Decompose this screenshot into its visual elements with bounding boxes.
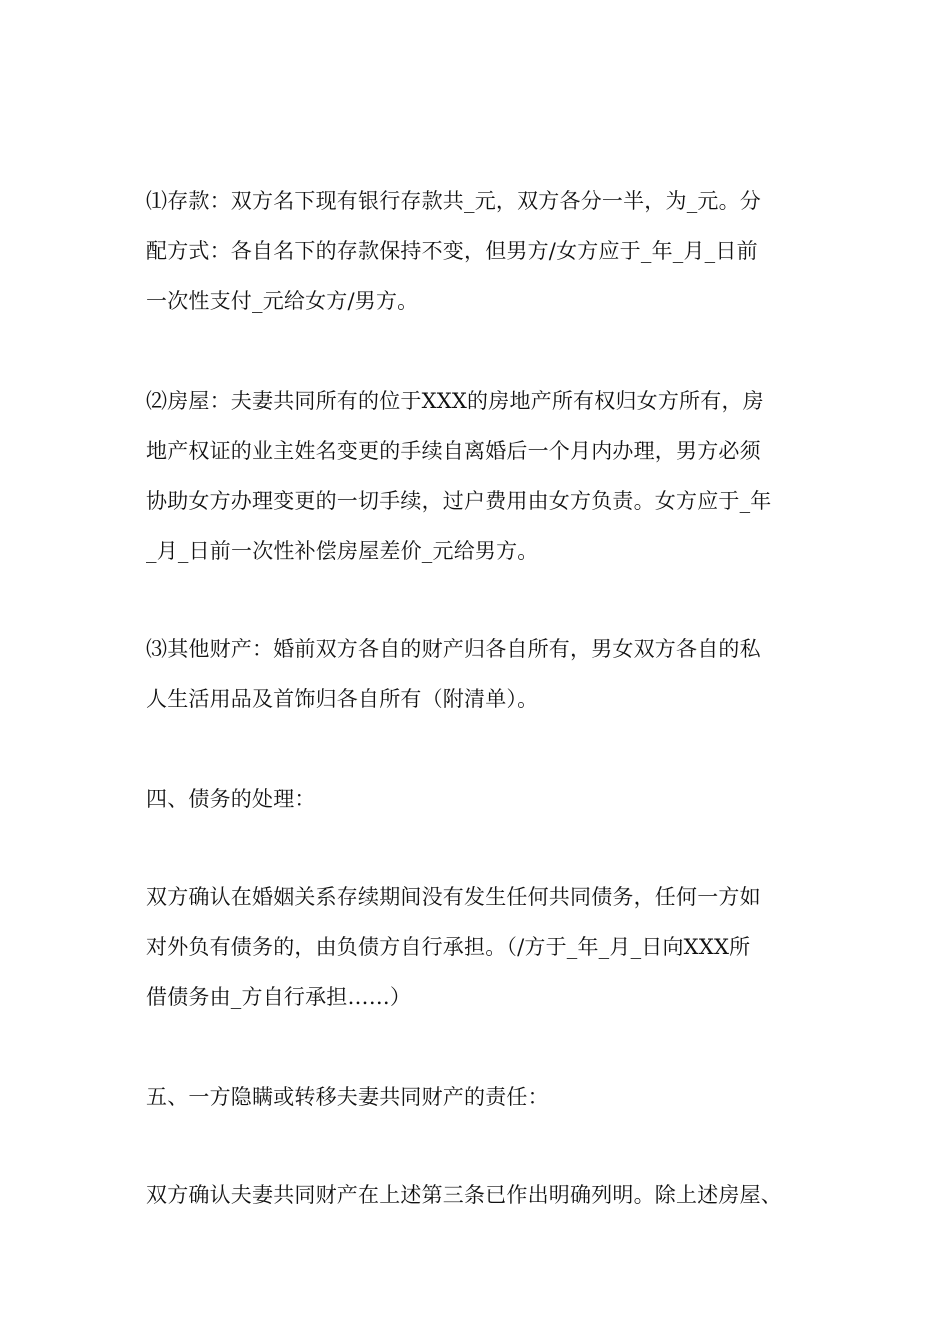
paragraph-debts <box>146 872 826 1022</box>
text-line: 借债务由_方自行承担……） <box>146 985 412 1009</box>
section-five-heading <box>146 1072 826 1122</box>
paragraph-house <box>146 376 826 576</box>
text-line: _月_日前一次性补偿房屋差价_元给男方。 <box>146 539 539 563</box>
paragraph-deposits <box>146 176 826 326</box>
paragraph-confirmation <box>146 1170 826 1220</box>
text-line: 双方确认在婚姻关系存续期间没有发生任何共同债务，任何一方如 <box>146 885 761 909</box>
text-line: 地产权证的业主姓名变更的手续自离婚后一个月内办理，男方必须 <box>146 439 761 463</box>
text-line: 双方确认夫妻共同财产在上述第三条已作出明确列明。除上述房屋、 <box>146 1183 782 1207</box>
text-line: 协助女方办理变更的一切手续，过户费用由女方负责。女方应于_年 <box>146 489 772 513</box>
text-line: ⑶其他财产：婚前双方各自的财产归各自所有，男女双方各自的私 <box>146 637 761 661</box>
text-line: ⑵房屋：夫妻共同所有的位于XXX的房地产所有权归女方所有，房 <box>146 389 764 413</box>
text-line: 一次性支付_元给女方/男方。 <box>146 289 419 313</box>
section-four-heading <box>146 774 826 824</box>
text-line: 人生活用品及首饰归各自所有（附清单）。 <box>146 687 539 711</box>
heading-text: 五、一方隐瞒或转移夫妻共同财产的责任： <box>146 1085 549 1109</box>
paragraph-other-property <box>146 624 826 724</box>
text-line: ⑴存款：双方名下现有银行存款共_元，双方各分一半，为_元。分 <box>146 189 761 213</box>
text-line: 对外负有债务的，由负债方自行承担。（/方于_年_月_日向XXX所 <box>146 935 751 959</box>
text-line: 配方式：各自名下的存款保持不变，但男方/女方应于_年_月_日前 <box>146 239 758 263</box>
heading-text: 四、债务的处理： <box>146 787 316 811</box>
